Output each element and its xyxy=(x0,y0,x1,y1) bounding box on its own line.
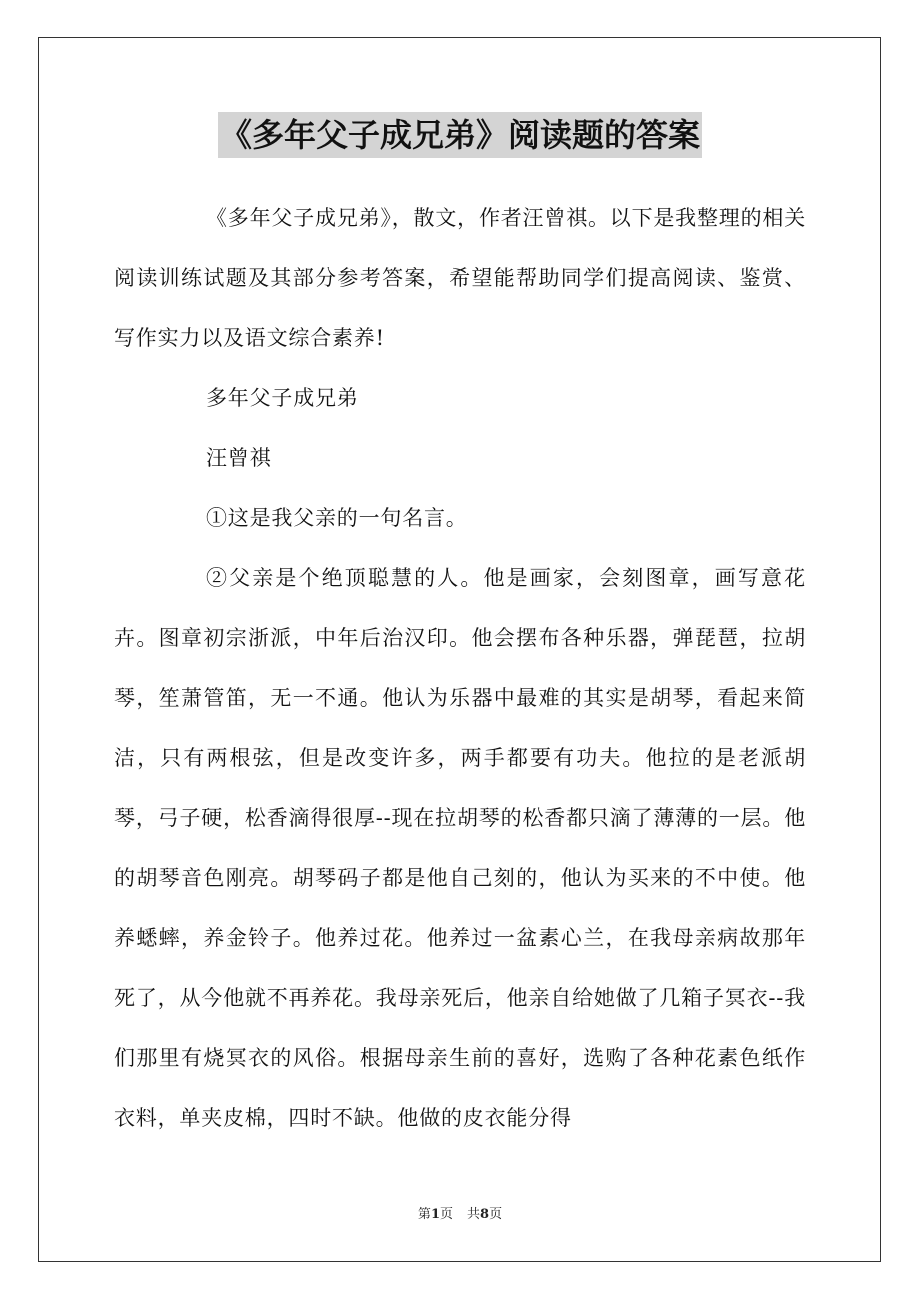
document-title: 《多年父子成兄弟》阅读题的答案 xyxy=(218,112,702,158)
footer-total-suffix: 页 xyxy=(489,1207,503,1222)
essay-author: 汪曾祺 xyxy=(206,446,272,470)
essay-paragraph-1: ①这是我父亲的一句名言。 xyxy=(206,506,468,530)
essay-paragraph-2: ②父亲是个绝顶聪慧的人。他是画家，会刻图章，画写意花卉。图章初宗浙派，中年后治汉印。他会摆布各种乐器，弹琵琶，拉胡琴，笙萧管笛，无一不通。他认为乐器中最难的其实是胡琴，看起来简洁，只有两根弦，但是改变许多，两手都要有功夫。他拉的是老派胡琴，弓子硬，松香滴得很厚--现在拉胡琴的松香都只滴了薄薄的一层。他的胡琴音色刚亮。胡琴码子都是他自己刻的，他认为买来的不中使。他养蟋蟀，养金铃子。他养过花。他养过一盆素心兰，在我母亲病故那年死了，从今他就不再养花。我母亲死后，他亲自给她做了几箱子冥衣--我们那里有烧冥衣的风俗。根据母亲生前的喜好，选购了各种花素色纸作衣料，单夹皮棉，四时不缺。他做的皮衣能分得 xyxy=(114,566,806,1130)
page-footer xyxy=(0,1205,920,1225)
document-body xyxy=(114,188,806,1148)
title-wrap xyxy=(0,112,920,158)
essay-title: 多年父子成兄弟 xyxy=(206,386,359,410)
footer-page-current: 1 xyxy=(430,1207,440,1222)
intro-paragraph: 《多年父子成兄弟》，散文，作者汪曾祺。以下是我整理的相关阅读训练试题及其部分参考答案，希望能帮助同学们提高阅读、鉴赏、写作实力以及语文综合素养! xyxy=(114,206,806,350)
footer-page-prefix: 第 xyxy=(417,1207,431,1222)
footer-page-total: 8 xyxy=(480,1207,490,1222)
footer-total-prefix: 共 xyxy=(467,1207,481,1222)
footer-page-mid: 页 xyxy=(439,1207,453,1222)
